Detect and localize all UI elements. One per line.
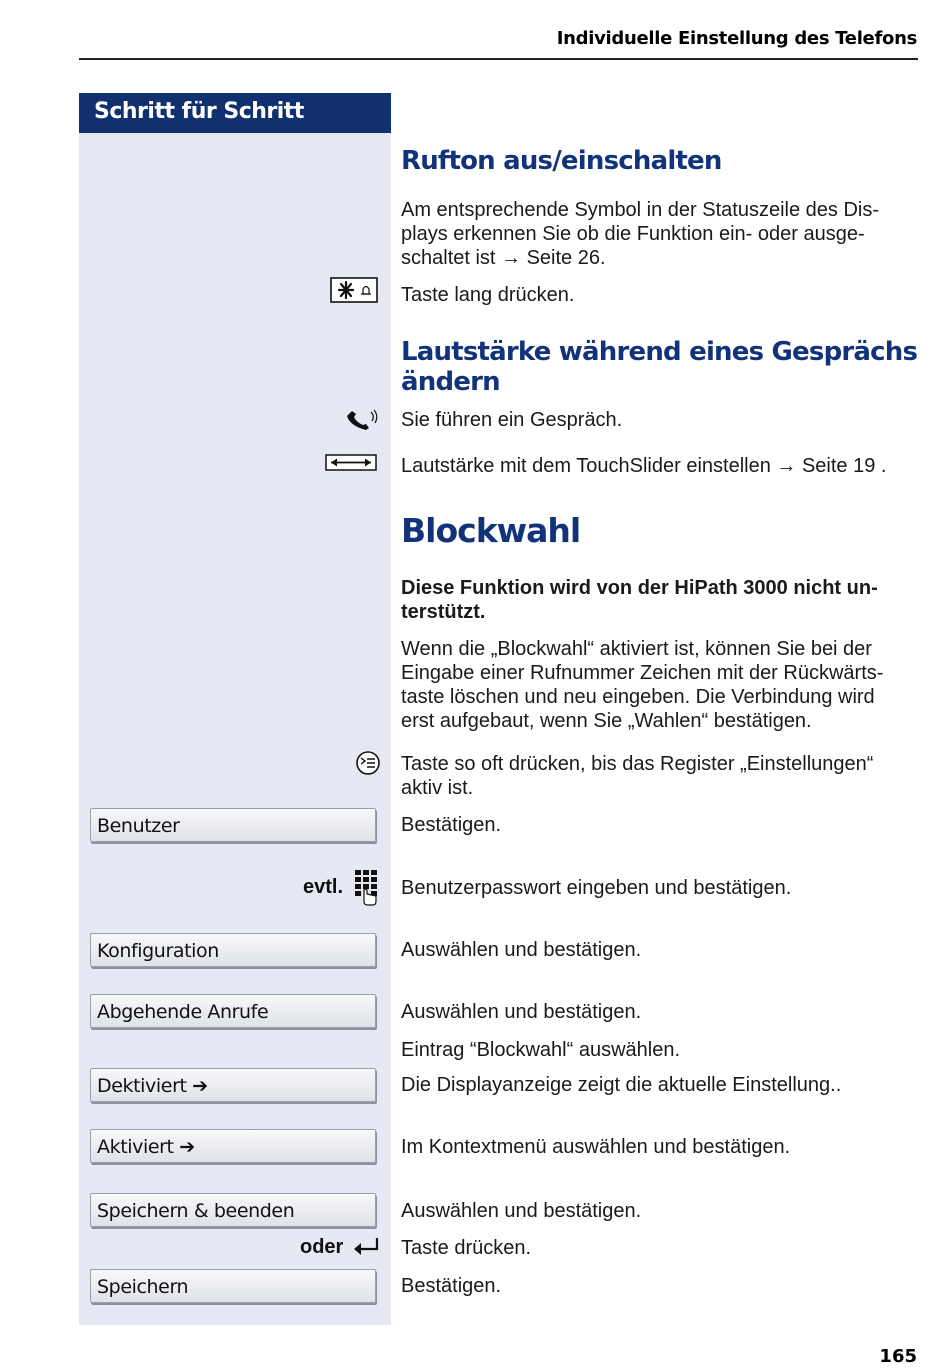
aktiviert-button[interactable] bbox=[90, 1129, 376, 1163]
aktiviert-button-label: Aktiviert ➔ bbox=[97, 1136, 195, 1158]
oder-prefix: oder bbox=[300, 1236, 344, 1258]
evtl-prefix: evtl. bbox=[303, 876, 344, 898]
abgehende-anrufe-button[interactable] bbox=[90, 994, 376, 1028]
step-back-key: Taste drücken. bbox=[401, 1237, 532, 1259]
speichern-beenden-button-label: Speichern & beenden bbox=[97, 1200, 295, 1222]
back-arrow-icon bbox=[352, 1235, 380, 1255]
step-long-press: Taste lang drücken. bbox=[401, 284, 575, 306]
sidebar-title: Schritt für Schritt bbox=[94, 99, 304, 124]
desc-line: erst aufgebaut, wenn Sie „Wahlen“ bestätigen. bbox=[401, 710, 812, 732]
touchslider-icon bbox=[325, 454, 377, 472]
rufton-intro-line: plays erkennen Sie ob die Funktion ein- oder ausge- bbox=[401, 223, 865, 245]
step-in-call: Sie führen ein Gespräch. bbox=[401, 409, 623, 431]
step-menu-line: Taste so oft drücken, bis das Register „Einstellungen“ bbox=[401, 753, 874, 775]
konfiguration-button[interactable] bbox=[90, 933, 376, 967]
konfiguration-button-label: Konfiguration bbox=[97, 940, 219, 962]
menu-key-icon bbox=[355, 750, 381, 776]
desc-line: taste löschen und neu eingeben. Die Verbindung wird bbox=[401, 686, 875, 708]
step-konfiguration: Auswählen und bestätigen. bbox=[401, 939, 642, 961]
deaktiviert-button-label: Dektiviert ➔ bbox=[97, 1075, 208, 1097]
heading-lautstaerke: Lautstärke während eines Gesprächs ändern bbox=[401, 337, 918, 397]
page-number: 165 bbox=[879, 1346, 917, 1367]
abgehende-anrufe-button-label: Abgehende Anrufe bbox=[97, 1001, 269, 1023]
step-speichern: Bestätigen. bbox=[401, 1275, 502, 1297]
note-line: terstützt. bbox=[401, 601, 486, 623]
step-benutzer: Bestätigen. bbox=[401, 814, 502, 836]
desc-line: Wenn die „Blockwahl“ aktiviert ist, können Sie bei der bbox=[401, 638, 872, 660]
step-menu-line: aktiv ist. bbox=[401, 777, 474, 799]
step-deaktiviert: Die Displayanzeige zeigt die aktuelle Einstellung.. bbox=[401, 1074, 842, 1096]
step-eintrag: Eintrag “Blockwahl“ auswählen. bbox=[401, 1039, 681, 1061]
desc-line: Eingabe einer Rufnummer Zeichen mit der Rückwärts- bbox=[401, 662, 884, 684]
heading-blockwahl: Blockwahl bbox=[401, 511, 581, 550]
star-bell-key-icon bbox=[330, 277, 378, 304]
rufton-intro-line: schaltet ist → Seite 26. bbox=[401, 247, 606, 269]
note-line: Diese Funktion wird von der HiPath 3000 nicht un- bbox=[401, 577, 878, 599]
step-aktiviert: Im Kontextmenü auswählen und bestätigen. bbox=[401, 1136, 791, 1158]
blockwahl-description bbox=[401, 637, 921, 733]
step-speichern-beenden: Auswählen und bestätigen. bbox=[401, 1200, 642, 1222]
keypad-icon bbox=[353, 868, 381, 906]
rufton-intro-line: Am entsprechende Symbol in der Statuszeile des Dis- bbox=[401, 199, 880, 221]
step-touchslider: Lautstärke mit dem TouchSlider einstellen → Seite 19 . bbox=[401, 455, 887, 477]
speichern-beenden-button[interactable] bbox=[90, 1193, 376, 1227]
rufton-intro bbox=[401, 198, 921, 270]
blockwahl-note bbox=[401, 576, 921, 624]
benutzer-button[interactable] bbox=[90, 808, 376, 842]
speichern-button-label: Speichern bbox=[97, 1276, 189, 1298]
deaktiviert-button[interactable] bbox=[90, 1068, 376, 1102]
step-menu-key bbox=[401, 752, 921, 800]
speichern-button[interactable] bbox=[90, 1269, 376, 1303]
header-rule bbox=[79, 58, 918, 60]
handset-call-icon bbox=[344, 408, 380, 434]
step-password: Benutzerpasswort eingeben und bestätigen. bbox=[401, 877, 792, 899]
heading-rufton: Rufton aus/einschalten bbox=[401, 146, 722, 176]
sidebar-header bbox=[79, 93, 391, 133]
benutzer-button-label: Benutzer bbox=[97, 815, 180, 837]
running-header: Individuelle Einstellung des Telefons bbox=[556, 28, 917, 49]
step-abgehende-anrufe: Auswählen und bestätigen. bbox=[401, 1001, 642, 1023]
